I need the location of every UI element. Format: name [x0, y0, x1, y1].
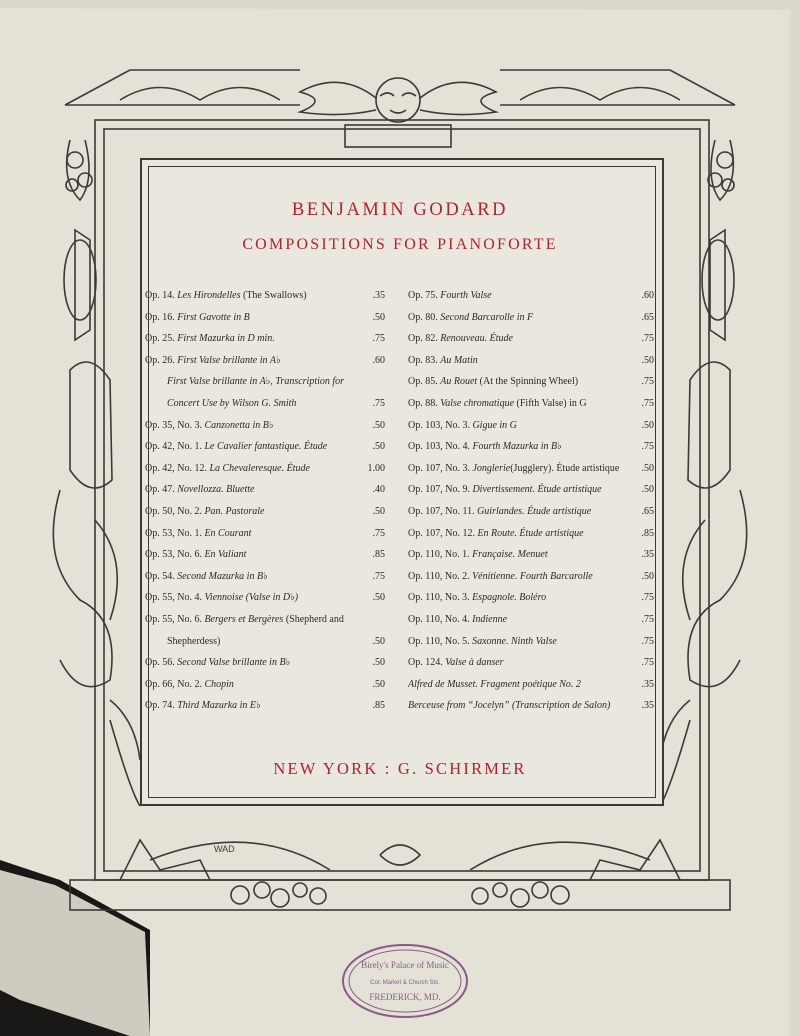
opus-number: Op. 55, No. 4. [145, 592, 202, 604]
price: .50 [372, 678, 385, 690]
piece-title: Valse à danser [445, 657, 504, 669]
piece-title: Divertissement. Étude artistique [472, 484, 602, 496]
opus-number: Op. 66, No. 2. [145, 678, 202, 690]
catalog-entry [408, 374, 654, 396]
piece-title: Française. Menuet [472, 549, 548, 561]
piece-title: Fourth Valse [440, 290, 492, 301]
piece-title: En Route. Étude artistique [477, 527, 584, 539]
piece-title: First Mazurka in D min. [177, 333, 275, 345]
price: .50 [641, 354, 654, 366]
price: .40 [372, 484, 385, 496]
price: .65 [641, 311, 654, 323]
price: .75 [372, 527, 385, 539]
catalog-entry [145, 569, 385, 591]
catalog-entry [408, 396, 654, 418]
piece-title: Second Barcarolle in F [440, 311, 534, 323]
piece-subtitle: (Jugglery). Étude artistique [510, 462, 620, 474]
catalog-entry [145, 547, 385, 569]
catalog-entry [145, 590, 385, 612]
opus-number: Op. 110, No. 1. [408, 549, 470, 561]
catalog-entry [145, 634, 385, 656]
piece-title: Chopin [204, 678, 234, 690]
price: .50 [372, 505, 385, 517]
publisher-line: NEW YORK : G. SCHIRMER [273, 759, 527, 778]
opus-number: Op. 26. [145, 354, 175, 366]
catalog-entry [408, 655, 654, 677]
opus-number: Op. 103, No. 4. [408, 441, 470, 453]
opus-number: Op. 53, No. 6. [145, 549, 202, 561]
piece-title: Guirlandes. Étude artistique [477, 505, 592, 517]
catalog-entry [145, 482, 385, 504]
piece-title: Canzonetta in B♭ [204, 419, 274, 431]
catalog-entry [408, 677, 654, 699]
price: .35 [372, 290, 385, 301]
price: .75 [641, 333, 654, 345]
opus-number: Op. 110, No. 3. [408, 592, 470, 604]
piece-subtitle: (The Swallows) [240, 290, 307, 301]
catalog-entry [408, 439, 654, 461]
opus-number: Op. 82. [408, 333, 438, 345]
price: .60 [372, 354, 385, 366]
catalog-entry [408, 482, 654, 504]
opus-number: Op. 83. [408, 354, 438, 366]
artist-signature: WAD [214, 844, 235, 854]
catalog-entry [145, 353, 385, 375]
piece-title: Jonglerie [472, 462, 511, 474]
piece-title: Second Mazurka in B♭ [177, 570, 268, 582]
piece-title: Pan. Pastorale [204, 505, 265, 517]
piece-title: Indienne [472, 613, 508, 625]
catalog-entry [145, 677, 385, 699]
price: .50 [372, 311, 385, 323]
opus-number: Op. 50, No. 2. [145, 505, 202, 517]
catalog-entry [408, 331, 654, 353]
price: .65 [641, 505, 654, 517]
piece-subtitle: (Shepherd and [283, 613, 344, 625]
price: 1.00 [367, 462, 385, 474]
piece-subtitle: (Fifth Valse) in G [514, 397, 587, 409]
price: .75 [372, 570, 385, 582]
opus-number: Op. 25. [145, 333, 175, 345]
price: .50 [641, 419, 654, 431]
catalog-entry [145, 698, 385, 720]
catalog-entry [145, 655, 385, 677]
catalog-entry [145, 374, 385, 396]
piece-title: First Valse brillante in A♭, Transcription for [167, 376, 345, 388]
opus-number: Op. 110, No. 2. [408, 570, 470, 582]
price: .35 [641, 678, 654, 690]
price: .75 [372, 333, 385, 345]
catalog-entry [145, 439, 385, 461]
opus-number: Op. 85. [408, 376, 438, 388]
dealer-stamp [340, 942, 470, 1020]
price: .50 [372, 592, 385, 604]
catalog-entry [408, 504, 654, 526]
price: .75 [372, 397, 385, 409]
opus-number: Op. 74. [145, 700, 175, 712]
catalog-entry [145, 526, 385, 548]
catalog-entry [408, 547, 654, 569]
opus-number: Op. 14. [145, 290, 175, 301]
price: .85 [372, 700, 385, 712]
opus-number: Op. 80. [408, 311, 438, 323]
price: .50 [641, 462, 654, 474]
piece-title: Novellozza. Bluette [177, 484, 255, 496]
catalog-entry [408, 526, 654, 548]
catalog-entry [408, 634, 654, 656]
opus-number: Op. 107, No. 9. [408, 484, 470, 496]
stamp-line-1: Birely's Palace of Music [361, 960, 449, 970]
collection-subtitle: COMPOSITIONS FOR PIANOFORTE [242, 236, 558, 253]
piece-title: Third Mazurka in E♭ [177, 700, 261, 712]
opus-number: Op. 88. [408, 397, 438, 409]
piece-title: Valse chromatique [440, 397, 515, 409]
piece-title: Concert Use by Wilson G. Smith [167, 397, 297, 409]
piece-title: Second Valse brillante in B♭ [177, 657, 291, 669]
price: .50 [372, 419, 385, 431]
price: .75 [641, 635, 654, 647]
catalog-entry [408, 461, 654, 483]
opus-number: Op. 42, No. 12. [145, 462, 207, 474]
catalog-entry [408, 310, 654, 332]
price: .75 [641, 397, 654, 409]
opus-number: Op. 107, No. 12. [408, 527, 475, 539]
opus-number: Op. 107, No. 3. [408, 462, 470, 474]
catalog-entry [145, 612, 385, 634]
piece-title: Les Hirondelles [177, 290, 241, 301]
piece-title: Renouveau. Étude [440, 333, 513, 345]
price: .60 [641, 290, 654, 301]
price: .50 [641, 484, 654, 496]
piece-title: En Valiant [204, 549, 247, 561]
catalog-entry [408, 612, 654, 634]
piece-title: Au Rouet [440, 376, 478, 388]
catalog-entry [145, 331, 385, 353]
price: .75 [641, 657, 654, 669]
opus-number: Op. 124. [408, 657, 443, 669]
price: .85 [641, 527, 654, 539]
piece-title: Berceuse from “Jocelyn” (Transcription de Salon) [408, 700, 611, 712]
piece-title: Au Matin [440, 354, 478, 366]
opus-number: Op. 53, No. 1. [145, 527, 202, 539]
piece-subtitle: Shepherdess) [167, 635, 221, 647]
opus-number: Op. 75. [408, 290, 438, 301]
price: .75 [641, 592, 654, 604]
left-catalog-column [145, 288, 385, 720]
catalog-entry [145, 288, 385, 310]
piece-title: Le Cavalier fantastique. Étude [204, 441, 328, 453]
opus-number: Op. 16. [145, 311, 175, 323]
piece-title: Bergers et Bergères [204, 613, 284, 625]
catalog-entry [145, 310, 385, 332]
composer-title: BENJAMIN GODARD [291, 200, 509, 220]
opus-number: Op. 110, No. 4. [408, 613, 470, 625]
catalog-entry [145, 461, 385, 483]
piece-title: First Gavotte in B [177, 311, 250, 323]
opus-number: Op. 56. [145, 657, 175, 669]
piece-title: Gigue in G [472, 419, 517, 431]
stamp-line-2: Cor. Market & Church Sts. [370, 980, 440, 986]
price: .35 [641, 700, 654, 712]
opus-number: Op. 35, No. 3. [145, 419, 202, 431]
catalog-entry [145, 418, 385, 440]
price: .35 [641, 549, 654, 561]
piece-title: Viennoise (Valse in D♭) [204, 592, 299, 604]
piece-title: Espagnole. Boléro [472, 592, 547, 604]
price: .85 [372, 549, 385, 561]
piece-title: Saxonne. Ninth Valse [472, 635, 557, 647]
opus-number: Op. 54. [145, 570, 175, 582]
price: .50 [372, 635, 385, 647]
piece-title: La Chevaleresque. Étude [209, 462, 310, 474]
price: .50 [372, 441, 385, 453]
catalog-entry [408, 698, 654, 720]
catalog-entry [145, 504, 385, 526]
price: .75 [641, 376, 654, 388]
piece-title: En Courant [204, 527, 252, 539]
opus-number: Op. 55, No. 6. [145, 613, 202, 625]
catalog-entry [408, 353, 654, 375]
catalog-entry [145, 396, 385, 418]
catalog-entry [408, 590, 654, 612]
opus-number: Op. 103, No. 3. [408, 419, 470, 431]
opus-number: Op. 110, No. 5. [408, 635, 470, 647]
opus-number: Op. 42, No. 1. [145, 441, 202, 453]
opus-number: Op. 47. [145, 484, 175, 496]
piece-title: First Valse brillante in A♭ [177, 354, 281, 366]
price: .75 [641, 613, 654, 625]
price: .50 [641, 570, 654, 582]
piece-title: Vénitienne. Fourth Barcarolle [472, 570, 593, 582]
right-catalog-column [408, 288, 654, 720]
catalog-entry [408, 418, 654, 440]
catalog-entry [408, 288, 654, 310]
piece-title: Fourth Mazurka in B♭ [472, 441, 562, 453]
piece-title: Alfred de Musset. Fragment poétique No. 2 [408, 678, 581, 690]
stamp-line-3: FREDERICK, MD. [369, 992, 441, 1002]
price: .75 [641, 441, 654, 453]
opus-number: Op. 107, No. 11. [408, 505, 475, 517]
piece-subtitle: (At the Spinning Wheel) [477, 376, 579, 388]
catalog-entry [408, 569, 654, 591]
price: .50 [372, 657, 385, 669]
